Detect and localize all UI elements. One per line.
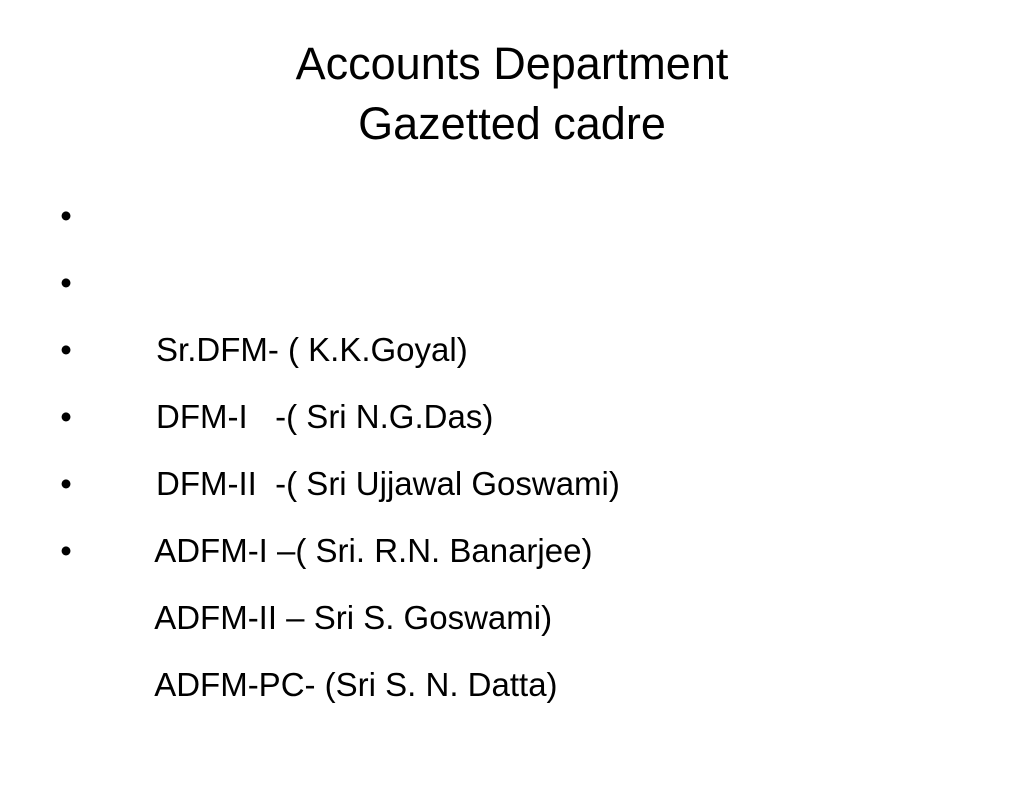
list-item [56, 182, 620, 368]
bullet-list [56, 182, 620, 703]
list-item-text: DFM-II -( Sri Ujjawal Goswami) [156, 465, 620, 502]
list-item-text: ADFM-II – Sri S. Goswami) [154, 599, 553, 636]
list-item-text: DFM-I -( Sri N.G.Das) [156, 398, 494, 435]
slide-title [0, 34, 1024, 154]
title-line-1: Accounts Department [295, 38, 729, 89]
bullet-icon: • [60, 331, 72, 368]
list-item-text: ADFM-I –( Sri. R.N. Banarjee) [154, 532, 593, 569]
list-item-text: Sr.DFM- ( K.K.Goyal) [156, 331, 468, 368]
title-line-2: Gazetted cadre [358, 98, 666, 149]
bullet-icon: • [60, 398, 72, 435]
bullet-icon: • [60, 532, 72, 569]
list-item-text: ADFM-PC- (Sri S. N. Datta) [154, 666, 558, 703]
bullet-icon: • [60, 264, 72, 301]
bullet-icon: • [60, 197, 72, 234]
bullet-icon: • [60, 465, 72, 502]
